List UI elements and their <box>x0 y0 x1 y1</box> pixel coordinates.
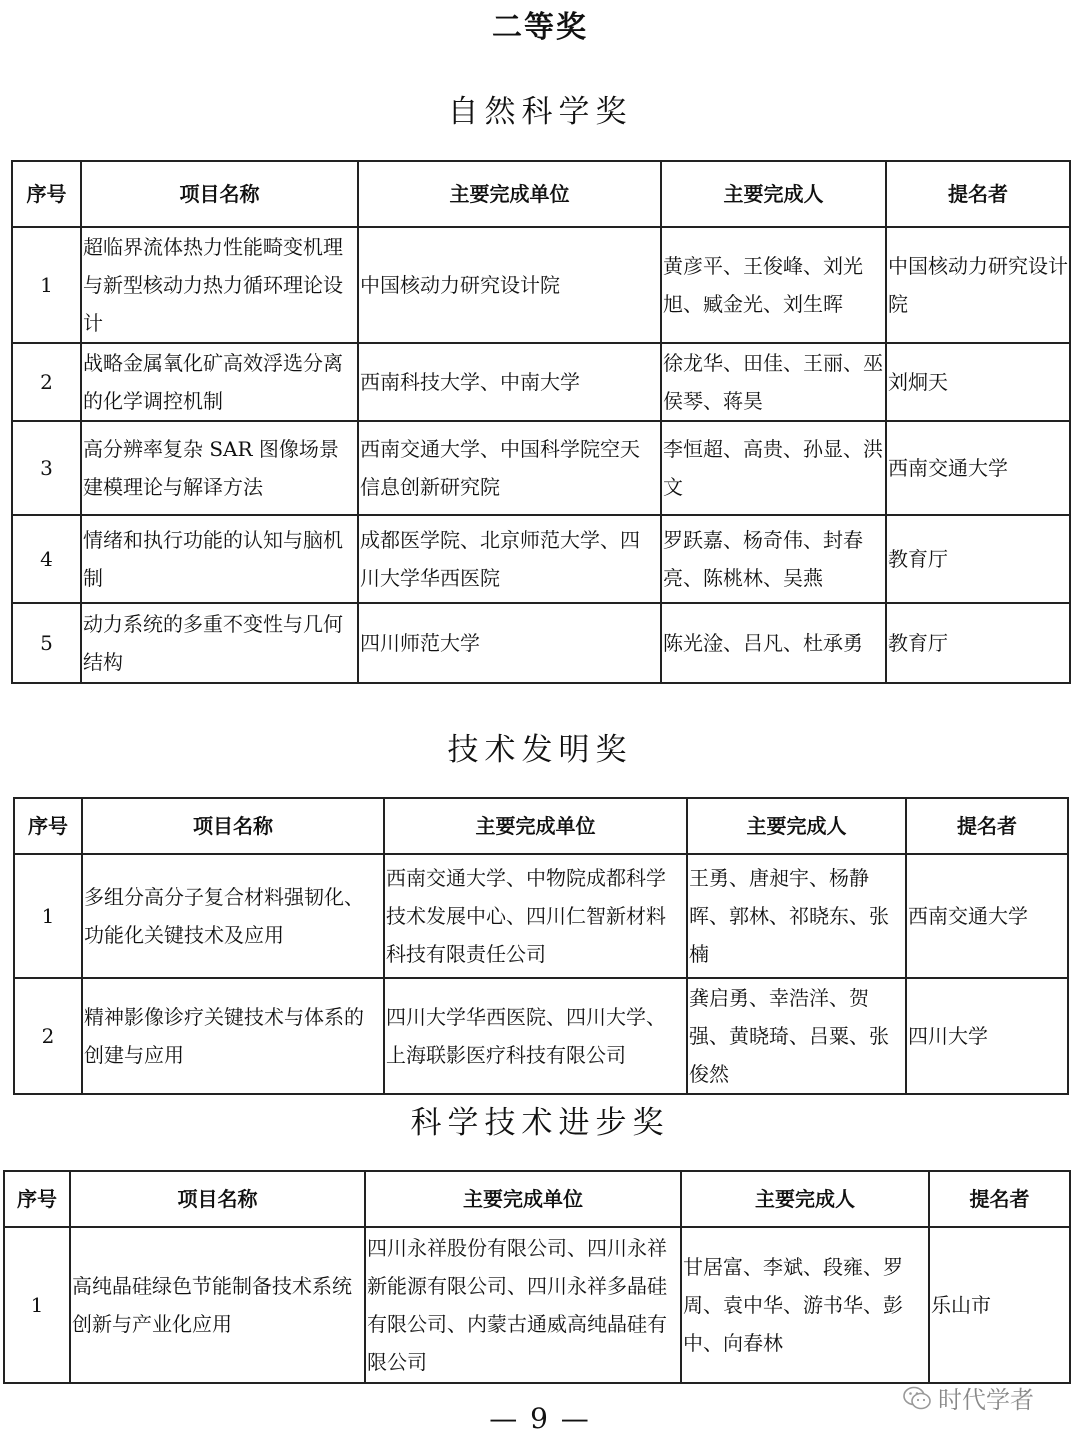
row-nominator: 教育厅 <box>886 603 1070 683</box>
row-nominator: 教育厅 <box>886 515 1070 603</box>
row-project: 超临界流体热力性能畸变机理与新型核动力热力循环理论设计 <box>81 227 358 343</box>
page-number: — 9 — <box>489 1402 591 1435</box>
header-persons: 主要完成人 <box>687 798 906 854</box>
natural-science-table <box>11 160 1071 684</box>
page-title: 二等奖 <box>492 10 588 45</box>
row-persons: 陈光淦、吕凡、杜承勇 <box>661 603 886 683</box>
table-row <box>14 854 1068 978</box>
header-no: 序号 <box>12 161 81 227</box>
header-no: 序号 <box>4 1171 70 1227</box>
row-unit: 西南科技大学、中南大学 <box>358 343 661 421</box>
row-project: 精神影像诊疗关键技术与体系的创建与应用 <box>82 978 384 1094</box>
row-unit: 四川大学华西医院、四川大学、上海联影医疗科技有限公司 <box>384 978 687 1094</box>
row-project: 高分辨率复杂 SAR 图像场景建模理论与解译方法 <box>81 421 358 515</box>
row-nominator: 乐山市 <box>929 1227 1070 1383</box>
table-row <box>14 978 1068 1094</box>
row-nominator: 中国核动力研究设计院 <box>886 227 1070 343</box>
table-row <box>4 1227 1070 1383</box>
row-no: 2 <box>14 978 82 1094</box>
header-nominator: 提名者 <box>886 161 1070 227</box>
section-title-natural-science: 自然科学奖 <box>447 94 633 130</box>
header-unit: 主要完成单位 <box>358 161 661 227</box>
header-nominator: 提名者 <box>906 798 1068 854</box>
row-project: 战略金属氧化矿高效浮选分离的化学调控机制 <box>81 343 358 421</box>
header-unit: 主要完成单位 <box>365 1171 681 1227</box>
row-persons: 龚启勇、幸浩洋、贺强、黄晓琦、吕粟、张俊然 <box>687 978 906 1094</box>
row-no: 1 <box>14 854 82 978</box>
row-unit: 成都医学院、北京师范大学、四川大学华西医院 <box>358 515 661 603</box>
table-row <box>12 421 1070 515</box>
section-title-tech-invention: 技术发明奖 <box>447 732 633 768</box>
row-project: 多组分高分子复合材料强韧化、功能化关键技术及应用 <box>82 854 384 978</box>
row-no: 1 <box>12 227 81 343</box>
table-row <box>12 343 1070 421</box>
tech-invention-table <box>13 797 1069 1095</box>
row-persons: 甘居富、李斌、段雍、罗周、袁中华、游书华、彭中、向春林 <box>681 1227 929 1383</box>
table-row <box>12 227 1070 343</box>
header-unit: 主要完成单位 <box>384 798 687 854</box>
row-project: 高纯晶硅绿色节能制备技术系统创新与产业化应用 <box>70 1227 365 1383</box>
row-unit: 西南交通大学、中物院成都科学技术发展中心、四川仁智新材料科技有限责任公司 <box>384 854 687 978</box>
row-no: 4 <box>12 515 81 603</box>
header-persons: 主要完成人 <box>681 1171 929 1227</box>
row-nominator: 四川大学 <box>906 978 1068 1094</box>
row-project: 动力系统的多重不变性与几何结构 <box>81 603 358 683</box>
sci-tech-progress-table <box>3 1170 1071 1384</box>
header-persons: 主要完成人 <box>661 161 886 227</box>
header-project: 项目名称 <box>70 1171 365 1227</box>
watermark-text: 时代学者 <box>938 1386 1034 1414</box>
row-nominator: 西南交通大学 <box>906 854 1068 978</box>
row-nominator: 刘炯天 <box>886 343 1070 421</box>
header-nominator: 提名者 <box>929 1171 1070 1227</box>
row-persons: 王勇、唐昶宇、杨静晖、郭林、祁晓东、张楠 <box>687 854 906 978</box>
row-unit: 四川师范大学 <box>358 603 661 683</box>
header-project: 项目名称 <box>82 798 384 854</box>
row-persons: 李恒超、高贵、孙显、洪文 <box>661 421 886 515</box>
row-persons: 黄彦平、王俊峰、刘光旭、臧金光、刘生晖 <box>661 227 886 343</box>
table-row <box>12 515 1070 603</box>
section-title-sci-tech-progress: 科学技术进步奖 <box>410 1105 670 1141</box>
row-unit: 中国核动力研究设计院 <box>358 227 661 343</box>
table-header-row <box>14 798 1068 854</box>
row-nominator: 西南交通大学 <box>886 421 1070 515</box>
row-no: 2 <box>12 343 81 421</box>
header-no: 序号 <box>14 798 82 854</box>
table-row <box>12 603 1070 683</box>
row-persons: 罗跃嘉、杨奇伟、封春亮、陈桃林、吴燕 <box>661 515 886 603</box>
row-no: 5 <box>12 603 81 683</box>
row-persons: 徐龙华、田佳、王丽、巫侯琴、蒋昊 <box>661 343 886 421</box>
row-unit: 西南交通大学、中国科学院空天信息创新研究院 <box>358 421 661 515</box>
table-header-row <box>12 161 1070 227</box>
header-project: 项目名称 <box>81 161 358 227</box>
row-no: 1 <box>4 1227 70 1383</box>
row-unit: 四川永祥股份有限公司、四川永祥新能源有限公司、四川永祥多晶硅有限公司、内蒙古通威高纯晶硅有限公司 <box>365 1227 681 1383</box>
row-no: 3 <box>12 421 81 515</box>
table-header-row <box>4 1171 1070 1227</box>
row-project: 情绪和执行功能的认知与脑机制 <box>81 515 358 603</box>
